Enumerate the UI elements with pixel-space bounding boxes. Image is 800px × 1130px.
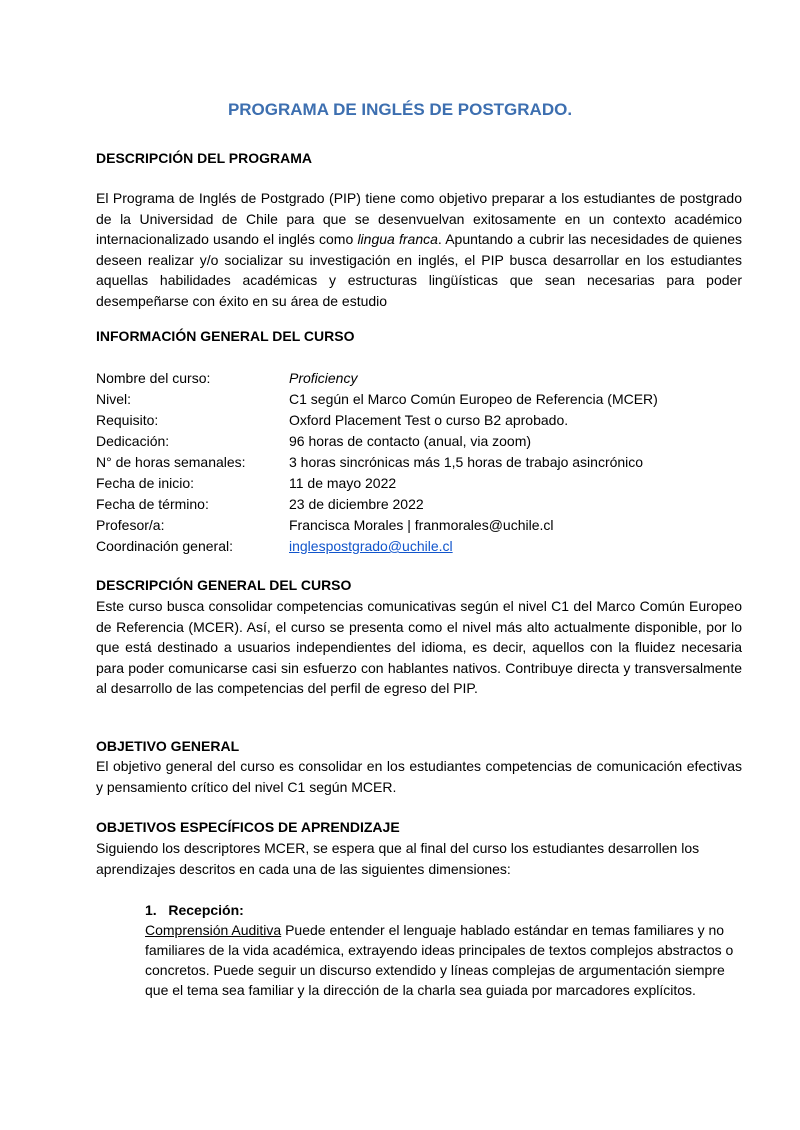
info-label: Profesor/a: <box>96 517 165 533</box>
comprension-auditiva-label: Comprensión Auditiva <box>145 922 282 938</box>
info-row-nombre <box>96 368 742 389</box>
info-label: Nivel: <box>96 391 132 407</box>
desc-programa-text-1: El Programa de Inglés de Postgrado (PIP) tiene como objetivo preparar a los estudiantes de postgrado de la Universidad de Chile para que se desenvuelvan exitosamente en un contexto académico internacionalizado usando el inglés como <box>96 190 742 248</box>
recepcion-text: Puede entender el lenguaje hablado estándar en temas familiares y no familiares de la vida académica, extrayendo ideas principales de textos complejos abstractos o concretos. Puede seguir un discurso extendido y líneas complejas de argumentación siempre que el tema sea familiar y la dirección de la charla sea guiada por marcadores explícitos. <box>145 922 734 998</box>
info-value: 3 horas sincrónicas más 1,5 horas de trabajo asincrónico <box>289 454 644 470</box>
desc-programa-text-2: . Apuntando a cubrir las necesidades de quienes deseen realizar y/o socializar su investigación en inglés, el PIP busca desarrollar en los estudiantes aquellas habilidades académicas y estructuras lingüísticas que sean necesarias para poder desempeñarse con éxito en su área de estudio <box>96 231 742 309</box>
course-info-table <box>96 368 742 557</box>
recepcion-heading: Recepción: <box>168 902 244 918</box>
info-value: Proficiency <box>289 370 358 386</box>
info-row-fecha-inicio <box>96 473 742 494</box>
paragraph-descripcion-programa <box>96 188 742 312</box>
info-value: Oxford Placement Test o curso B2 aprobado. <box>289 412 569 428</box>
info-label: Dedicación: <box>96 433 170 449</box>
info-value: 23 de diciembre 2022 <box>289 496 424 512</box>
heading-objetivos-especificos: OBJETIVOS ESPECÍFICOS DE APRENDIZAJE <box>96 819 400 835</box>
paragraph-objetivos-especificos: Siguiendo los descriptores MCER, se espera que al final del curso los estudiantes desarrollen los aprendizajes descritos en cada una de las siguientes dimensiones: <box>96 840 700 877</box>
coordinacion-email-link[interactable]: inglespostgrado@uchile.cl <box>289 538 453 554</box>
heading-objetivo-general: OBJETIVO GENERAL <box>96 738 240 754</box>
recepcion-paragraph <box>145 920 741 1000</box>
heading-descripcion-curso: DESCRIPCIÓN GENERAL DEL CURSO <box>96 577 352 593</box>
info-row-nivel <box>96 389 742 410</box>
heading-descripcion-programa: DESCRIPCIÓN DEL PROGRAMA <box>96 150 312 166</box>
info-label: Fecha de término: <box>96 496 209 512</box>
info-row-profesor <box>96 515 742 536</box>
info-row-requisito <box>96 410 742 431</box>
info-label: N° de horas semanales: <box>96 454 246 470</box>
recepcion-heading-line <box>145 900 741 920</box>
page-title: PROGRAMA DE INGLÉS DE POSTGRADO. <box>227 100 573 119</box>
desc-programa-italic: lingua franca <box>357 231 438 248</box>
recepcion-section <box>145 900 741 1000</box>
heading-informacion-general: INFORMACIÓN GENERAL DEL CURSO <box>96 328 355 344</box>
info-row-horas-semanales <box>96 452 742 473</box>
info-label: Coordinación general: <box>96 538 233 554</box>
info-label: Requisito: <box>96 412 159 428</box>
info-row-coordinacion <box>96 536 742 557</box>
list-number: 1. <box>145 902 157 918</box>
info-value: 11 de mayo 2022 <box>289 475 397 491</box>
info-row-fecha-termino <box>96 494 742 515</box>
info-value: 96 horas de contacto (anual, via zoom) <box>289 433 532 449</box>
info-row-dedicacion <box>96 431 742 452</box>
info-value: C1 según el Marco Común Europeo de Referencia (MCER) <box>289 391 658 407</box>
info-value: Francisca Morales | franmorales@uchile.cl <box>289 517 554 533</box>
info-label: Fecha de inicio: <box>96 475 195 491</box>
info-label: Nombre del curso: <box>96 370 211 386</box>
paragraph-descripcion-curso: Este curso busca consolidar competencias comunicativas según el nivel C1 del Marco Común Europeo de Referencia (MCER). Así, el curso se presenta como el nivel más alto actualmente disponible, por lo que está destinado a usuarios independientes del idioma, es decir, aquellos con la fluidez necesaria para poder comunicarse casi sin esfuerzo con hablantes nativos. Contribuye directa y transversalmente al desarrollo de las competencias del perfil de egreso del PIP. <box>96 598 742 697</box>
paragraph-objetivo-general: El objetivo general del curso es consolidar en los estudiantes competencias de comunicación efectivas y pensamiento crítico del nivel C1 según MCER. <box>96 758 742 795</box>
